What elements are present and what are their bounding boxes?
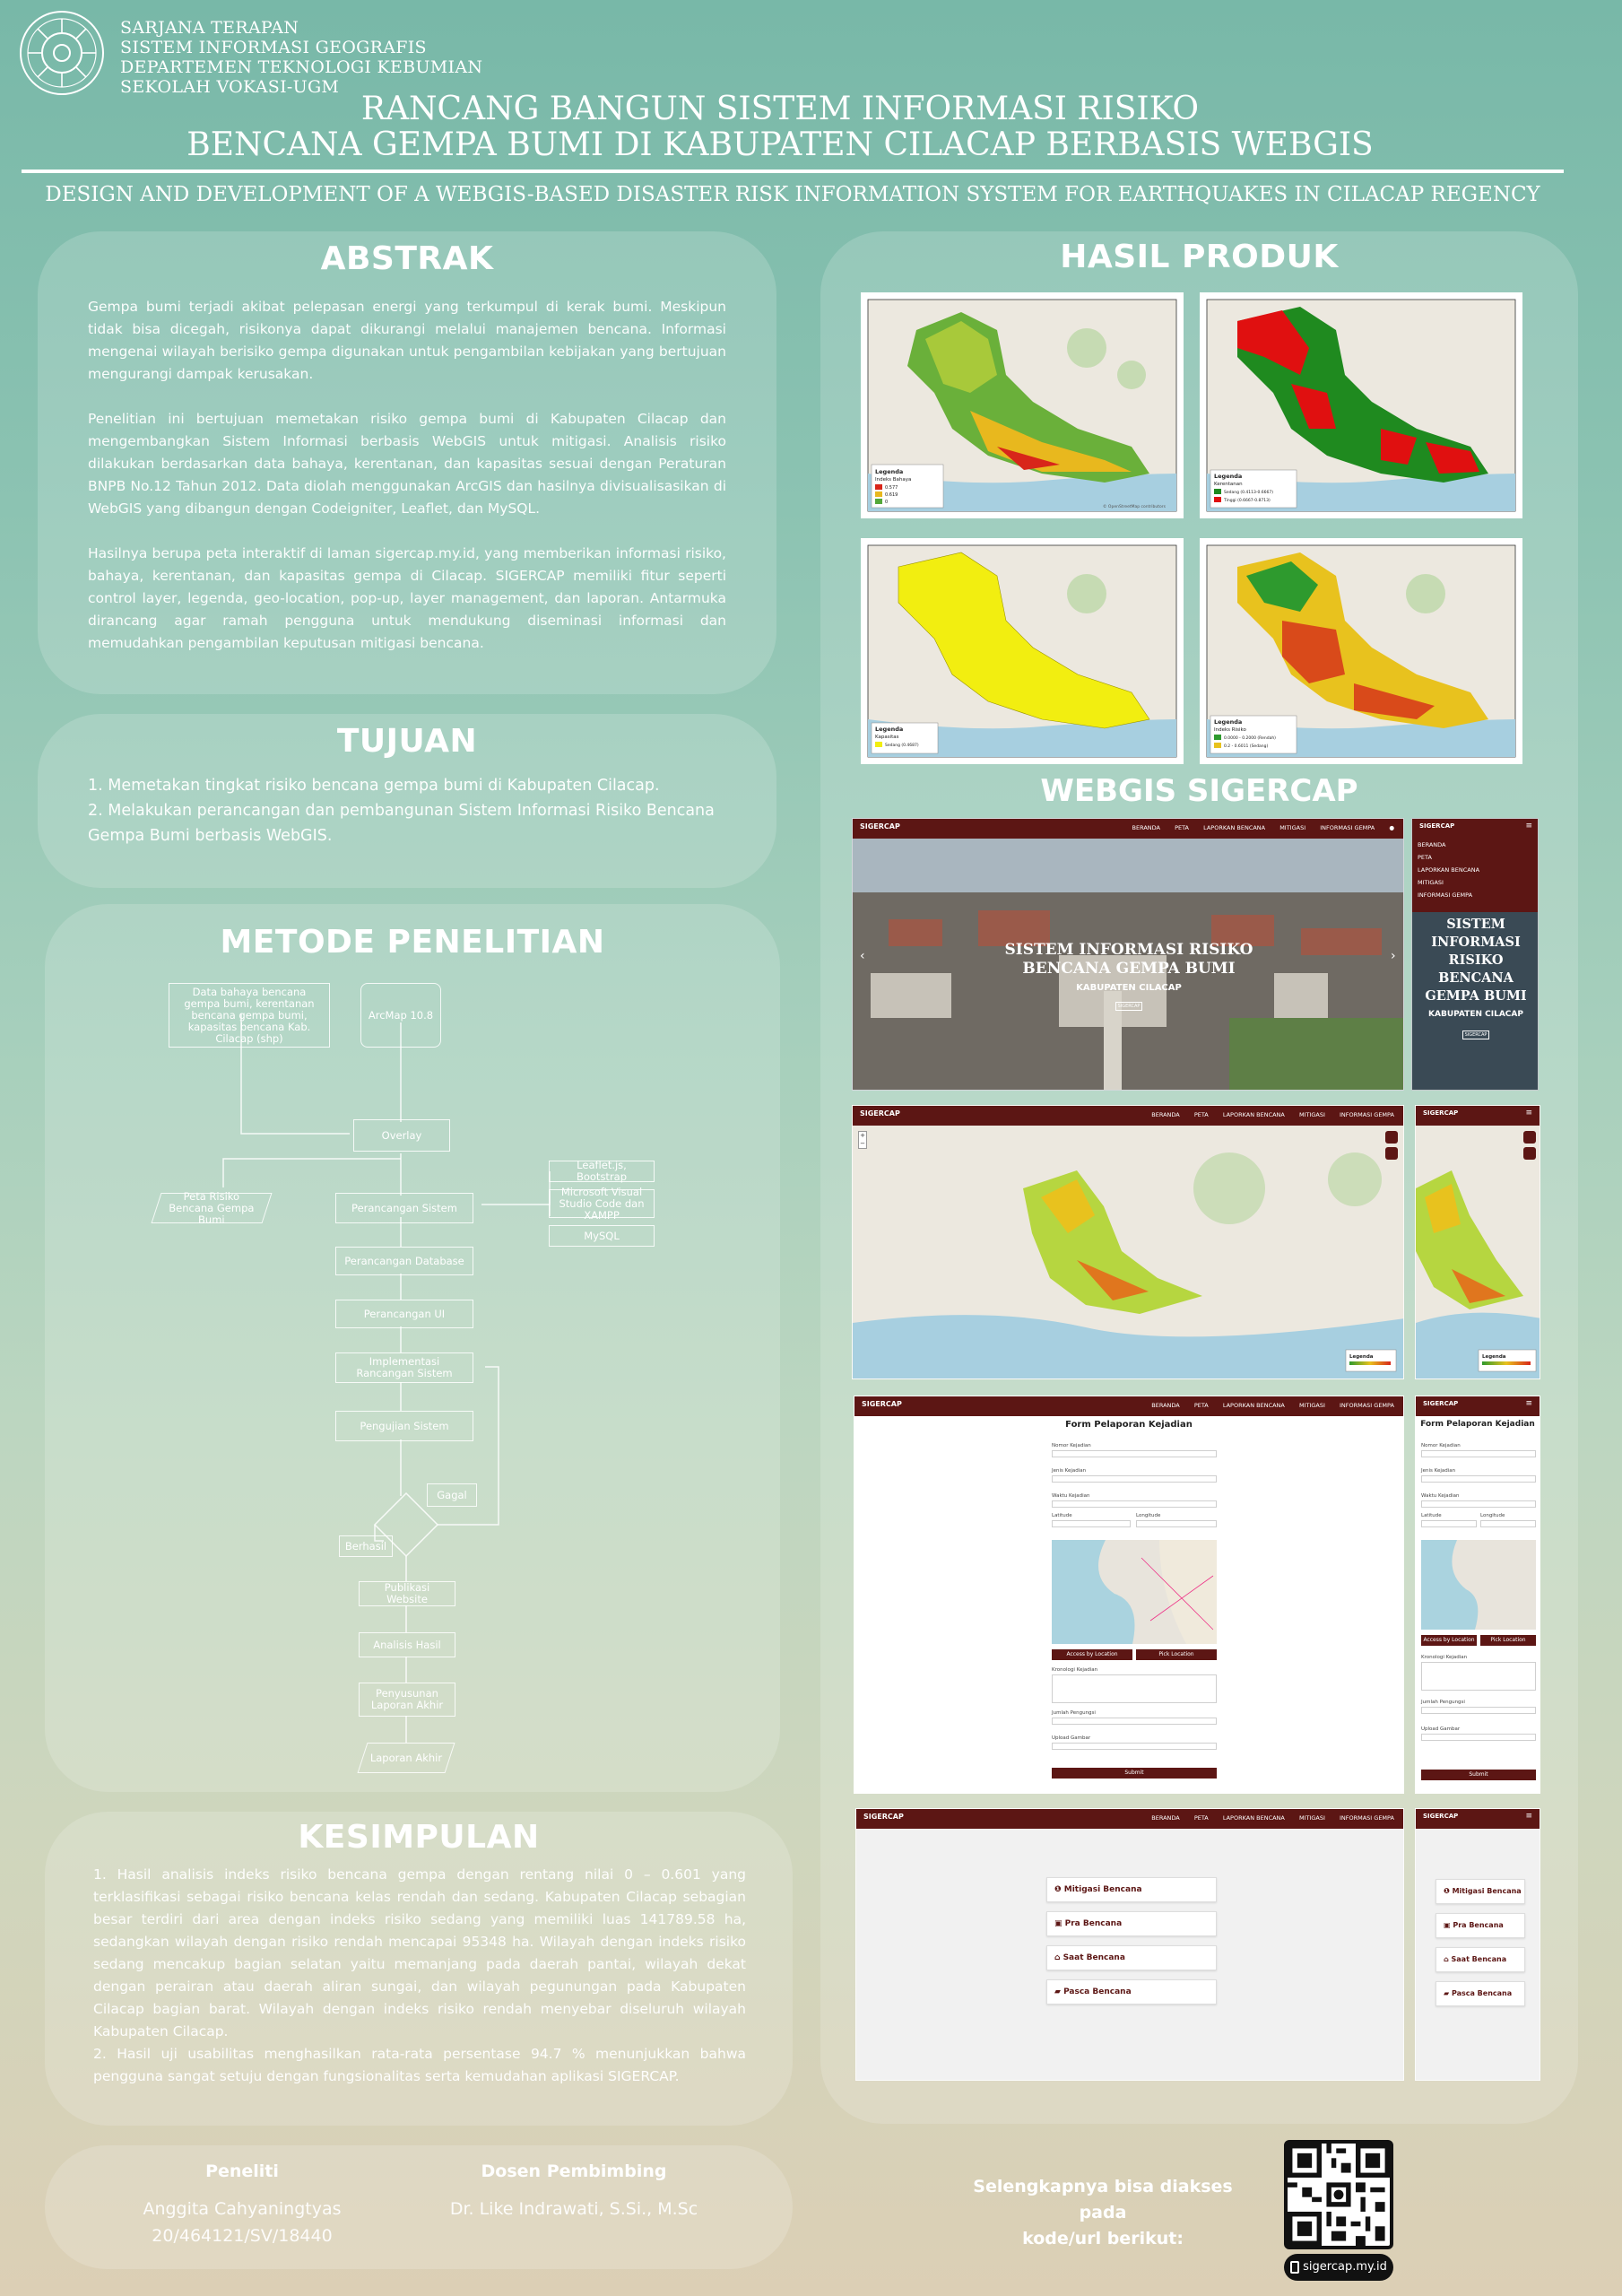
hero-button[interactable]: SIGERCAP xyxy=(1115,1002,1142,1011)
tujuan-item: 1. Memetakan tingkat risiko bencana gempa bumi di Kabupaten Cilacap. xyxy=(88,777,660,795)
nav-mitigasi[interactable]: MITIGASI xyxy=(1298,1814,1325,1822)
saat-label: Saat Bencana xyxy=(1451,1955,1507,1963)
input-jumlah[interactable] xyxy=(1052,1718,1217,1725)
abstrak-panel xyxy=(38,231,776,694)
abstrak-body xyxy=(88,296,726,677)
pra-item[interactable] xyxy=(1046,1911,1217,1936)
mobile-nav-informasi[interactable]: INFORMASI GEMPA xyxy=(1418,891,1473,899)
submit-button[interactable]: Submit xyxy=(1052,1768,1217,1779)
flow-perancangan-ui: Perancangan UI xyxy=(335,1300,473,1328)
poster-title xyxy=(0,91,1560,163)
kesimpulan-body xyxy=(93,1864,746,2088)
mitigasi-item[interactable] xyxy=(1046,1877,1217,1902)
nav-peta[interactable]: PETA xyxy=(1193,1402,1209,1409)
nav-beranda[interactable]: BERANDA xyxy=(1151,1111,1180,1118)
metode-panel xyxy=(45,904,780,1792)
shot-mobile-form xyxy=(1415,1396,1540,1794)
phone-icon xyxy=(1290,2261,1299,2274)
flow-perancangan-sistem: Perancangan Sistem xyxy=(335,1193,473,1223)
nav-laporkan[interactable]: LAPORKAN BENCANA xyxy=(1203,824,1266,831)
brand-logo[interactable]: SIGERCAP xyxy=(862,1400,902,1408)
nav-mitigasi[interactable]: MITIGASI xyxy=(1279,824,1306,831)
input-waktu[interactable] xyxy=(1052,1500,1217,1508)
institution-block xyxy=(120,18,482,97)
map-legend-entry: 0.2 - 0.6011 (Sedang) xyxy=(1224,744,1269,749)
input-jumlah[interactable] xyxy=(1421,1707,1536,1714)
hero-line-1: SISTEM INFORMASI RISIKO xyxy=(1004,941,1253,959)
nav-informasi[interactable]: INFORMASI GEMPA xyxy=(1339,1402,1394,1409)
label-kronologi: Kronologi Kejadian xyxy=(1052,1667,1098,1673)
map-legend-entry: Sedang (0.4113-0.6667) xyxy=(1224,491,1274,495)
truck-icon: ▰ xyxy=(1444,1989,1452,1997)
abstrak-paragraph: Gempa bumi terjadi akibat pelepasan energi yang terkumpul di kerak bumi. Meskipun tidak bisa dicegah, risikonya dapat dikurangi melalui manajemen bencana. Informasi mengenai wilayah berisiko gempa digunakan untuk pengambilan kebijakan yang bertujuan mengurangi dampak kerusakan. xyxy=(88,299,726,382)
navbar xyxy=(856,1809,1403,1829)
clipboard-icon: ▣ xyxy=(1054,1919,1065,1928)
input-nomor[interactable] xyxy=(1421,1450,1536,1457)
qr-url: sigercap.my.id xyxy=(1303,2260,1387,2274)
map-legend-title: Legenda xyxy=(875,468,904,475)
mitigasi-label: Mitigasi Bencana xyxy=(1063,1885,1142,1894)
location-icon[interactable] xyxy=(1523,1147,1536,1160)
input-waktu[interactable] xyxy=(1421,1500,1536,1508)
hamburger-icon[interactable]: ≡ xyxy=(1525,822,1532,831)
location-icon[interactable] xyxy=(1385,1147,1398,1160)
label-jumlah: Jumlah Pengungsi xyxy=(1421,1700,1465,1705)
flow-pengujian: Pengujian Sistem xyxy=(335,1411,473,1441)
input-kronologi[interactable] xyxy=(1421,1662,1536,1691)
map-kapasitas xyxy=(861,538,1184,764)
kesimpulan-panel xyxy=(45,1812,793,2126)
flow-vscode: Microsoft Visual Studio Code dan XAMPP xyxy=(549,1189,655,1218)
map-legend-sub: Kerentanan xyxy=(1214,482,1243,487)
map-legend-sub: Kapasitas xyxy=(875,735,899,740)
layers-icon[interactable] xyxy=(1385,1131,1398,1144)
kesimpulan-item: 1. Hasil analisis indeks risiko bencana gempa dengan rentang nilai 0 – 0.601 yang terklasifikasi sebagai risiko bencana kelas rendah dan sedang. Kabupaten Cilacap sebagian besar terdiri dari area dengan indeks risiko sedang yang memiliki luas 141789.58 ha, sedangkan wilayah dengan risiko rendah mencapai 95348 ha. Wilayah dengan indeks risiko sedang mencakup bagian selatan yaitu memanjang pada daerah pantai, wilayah dekat dengan perairan atau daerah aliran sungai, dan wilayah pegunungan pada Kabupaten Cilacap bagian barat. Wilayah dengan indeks risiko rendah menyebar diseluruh wilayah Kabupaten Cilacap. xyxy=(93,1866,746,2039)
mobile-webmap-legend-title: Legenda xyxy=(1482,1354,1506,1360)
abstrak-paragraph: Penelitian ini bertujuan memetakan risiko gempa bumi di Kabupaten Cilacap dan mengembangkan Sistem Informasi berbasis WebGIS untuk mitigasi. Analisis risiko dilakukan berdasarkan data bahaya, kerentanan, dan kapasitas sesuai dengan Peraturan BNPB No.12 Tahun 2012. Data diolah menggunakan ArcGIS dan hasilnya divisualisasikan di WebGIS yang dibangun dengan Codeigniter, Leaflet, dan MySQL. xyxy=(88,411,726,517)
input-jenis[interactable] xyxy=(1421,1475,1536,1483)
nav-beranda[interactable]: BERANDA xyxy=(1151,1402,1180,1409)
mobile-nav-laporkan[interactable]: LAPORKAN BENCANA xyxy=(1418,866,1480,874)
map-legend-entry: 0.0000 - 0.2000 (Rendah) xyxy=(1224,736,1276,741)
brand-logo[interactable]: SIGERCAP xyxy=(860,822,900,831)
brand-logo[interactable]: SIGERCAP xyxy=(863,1813,904,1821)
credits-panel xyxy=(45,2145,793,2269)
nav-laporkan[interactable]: LAPORKAN BENCANA xyxy=(1222,1111,1285,1118)
label-upload: Upload Gambar xyxy=(1052,1735,1091,1741)
mobile-nav-peta[interactable]: PETA xyxy=(1418,854,1432,861)
access-location-button[interactable]: Access by Location xyxy=(1421,1635,1477,1646)
map-legend-sub: Indeks Bahaya xyxy=(875,477,912,483)
saat-item[interactable] xyxy=(1436,1947,1525,1972)
institution-line: SARJANA TERAPAN xyxy=(120,18,299,38)
navbar xyxy=(1416,1809,1540,1829)
nav-peta[interactable]: PETA xyxy=(1193,1111,1209,1118)
nav-menu xyxy=(1139,1111,1394,1118)
hamburger-icon[interactable]: ≡ xyxy=(1525,1812,1532,1821)
map-credit: © OpenStreetMap contributors xyxy=(1103,505,1166,509)
flow-overlay: Overlay xyxy=(353,1119,450,1152)
hero-line-3: KABUPATEN CILACAP xyxy=(1076,983,1182,993)
flow-peta-risiko-label: Peta Risiko Bencana Gempa Bumi xyxy=(169,1189,255,1226)
mobile-hero-button[interactable]: SIGERCAP xyxy=(1462,1031,1489,1039)
flow-laporan-akhir-label: Laporan Akhir xyxy=(369,1751,443,1764)
input-upload[interactable] xyxy=(1052,1743,1217,1750)
carousel-prev-icon[interactable]: ‹ xyxy=(860,949,865,963)
input-longitude[interactable] xyxy=(1136,1520,1217,1527)
shot-desktop-map xyxy=(852,1105,1404,1379)
label-jenis: Jenis Kejadian xyxy=(1052,1468,1087,1474)
nav-laporkan[interactable]: LAPORKAN BENCANA xyxy=(1222,1402,1285,1409)
info-icon: ❶ xyxy=(1444,1887,1453,1895)
carousel-next-icon[interactable]: › xyxy=(1391,949,1396,963)
map-risiko xyxy=(1200,538,1522,764)
hasil-heading: HASIL PRODUK xyxy=(1060,239,1339,275)
label-longitude: Longitude xyxy=(1480,1513,1505,1518)
nav-menu xyxy=(1139,1402,1394,1409)
abstrak-paragraph: Hasilnya berupa peta interaktif di laman sigercap.my.id, yang memberikan informasi risiko, bahaya, kerentanan, dan kapasitas gempa di Cilacap. SIGERCAP memiliki fitur seperti control layer, legenda, geo-location, pop-up, layer management, dan laporan. Antarmuka dirancang agar ramah pengguna untuk mendukung diseminasi informasi dan memudahkan pengambilan keputusan mitigasi bencana. xyxy=(88,545,726,651)
flow-berhasil: Berhasil xyxy=(339,1535,393,1557)
user-icon[interactable]: ● xyxy=(1389,824,1394,831)
pra-item[interactable] xyxy=(1436,1913,1525,1938)
label-waktu: Waktu Kejadian xyxy=(1421,1493,1460,1499)
title-line-2: BENCANA GEMPA BUMI DI KABUPATEN CILACAP BERBASIS WEBGIS xyxy=(186,126,1374,163)
label-waktu: Waktu Kejadian xyxy=(1052,1493,1090,1499)
mobile-nav-mitigasi[interactable]: MITIGASI xyxy=(1418,879,1444,886)
pick-location-button[interactable]: Pick Location xyxy=(1136,1649,1217,1660)
mobile-webmap[interactable] xyxy=(1416,1126,1540,1379)
label-nomor: Nomor Kejadian xyxy=(1052,1443,1091,1448)
map-legend-entry: 0 xyxy=(885,500,889,505)
access-location-button[interactable]: Access by Location xyxy=(1052,1649,1132,1660)
shot-desktop-mitigasi xyxy=(855,1808,1404,2081)
mobile-hero-title xyxy=(1412,916,1539,1023)
truck-icon: ▰ xyxy=(1054,1987,1064,1996)
kesimpulan-heading: KESIMPULAN xyxy=(298,1819,540,1856)
flow-analisis: Analisis Hasil xyxy=(359,1632,455,1657)
nav-informasi[interactable]: INFORMASI GEMPA xyxy=(1320,824,1375,831)
shot-mobile-home xyxy=(1411,818,1539,1091)
pasca-item[interactable] xyxy=(1046,1979,1217,2005)
nav-informasi[interactable]: INFORMASI GEMPA xyxy=(1339,1814,1394,1822)
input-upload[interactable] xyxy=(1421,1734,1536,1741)
qr-url-pill[interactable] xyxy=(1284,2254,1393,2281)
dosen-label: Dosen Pembimbing xyxy=(481,2161,667,2181)
label-latitude: Latitude xyxy=(1421,1513,1442,1518)
hamburger-icon[interactable]: ≡ xyxy=(1525,1399,1532,1408)
hamburger-icon[interactable]: ≡ xyxy=(1525,1109,1532,1118)
map-legend-title: Legenda xyxy=(1214,718,1243,726)
shot-mobile-mitigasi xyxy=(1415,1808,1540,2081)
form-title: Form Pelaporan Kejadian xyxy=(1065,1420,1193,1430)
brand-logo[interactable]: SIGERCAP xyxy=(1423,1400,1459,1407)
map-legend-entry: 0.577 xyxy=(885,485,898,491)
nav-beranda[interactable]: BERANDA xyxy=(1151,1814,1180,1822)
mobile-menu xyxy=(1412,819,1539,912)
nav-peta[interactable]: PETA xyxy=(1175,824,1190,831)
dosen-name: Dr. Like Indrawati, S.Si., M.Sc xyxy=(449,2199,698,2219)
zoom-control[interactable]: + − xyxy=(858,1131,867,1149)
nav-laporkan[interactable]: LAPORKAN BENCANA xyxy=(1222,1814,1285,1822)
flow-arcmap: ArcMap 10.8 xyxy=(360,983,441,1048)
form-map[interactable] xyxy=(1421,1540,1536,1630)
input-latitude[interactable] xyxy=(1421,1520,1477,1527)
saat-label: Saat Bencana xyxy=(1063,1953,1125,1962)
brand-logo[interactable]: SIGERCAP xyxy=(1419,822,1455,830)
map-legend-title: Legenda xyxy=(875,726,904,733)
flow-perancangan-database: Perancangan Database xyxy=(335,1247,473,1275)
nav-peta[interactable]: PETA xyxy=(1193,1814,1209,1822)
poster-subtitle: DESIGN AND DEVELOPMENT OF A WEBGIS-BASED DISASTER RISK INFORMATION SYSTEM FOR EARTHQUAKES IN CILACAP REGENCY xyxy=(45,183,1540,206)
access-line-1: Selengkapnya bisa diakses pada xyxy=(973,2177,1233,2222)
map-legend-entry: 0.619 xyxy=(885,492,898,498)
mobile-hero-line: RISIKO xyxy=(1448,952,1504,968)
abstrak-heading: ABSTRAK xyxy=(320,240,494,277)
flow-gagal: Gagal xyxy=(427,1483,477,1507)
pasca-label: Pasca Bencana xyxy=(1451,1989,1513,1997)
flow-mysql: MySQL xyxy=(549,1225,655,1247)
pasca-label: Pasca Bencana xyxy=(1063,1987,1132,1996)
nav-informasi[interactable]: INFORMASI GEMPA xyxy=(1339,1111,1394,1118)
home-icon: ⌂ xyxy=(1444,1955,1452,1963)
flow-leaflet: Leaflet.js, Bootstrap xyxy=(549,1161,655,1182)
institution-line: DEPARTEMEN TEKNOLOGI KEBUMIAN xyxy=(120,57,483,77)
access-line-2: kode/url berikut: xyxy=(1022,2229,1184,2248)
home-icon: ⌂ xyxy=(1054,1953,1063,1962)
mobile-nav-list xyxy=(1412,839,1485,901)
mobile-nav-beranda[interactable]: BERANDA xyxy=(1418,841,1446,848)
info-icon: ❶ xyxy=(1054,1885,1064,1894)
shot-desktop-home xyxy=(852,818,1404,1091)
tujuan-heading: TUJUAN xyxy=(336,723,478,760)
navbar xyxy=(853,1106,1403,1126)
title-divider xyxy=(22,170,1564,173)
map-legend-sub: Indeks Risiko xyxy=(1214,727,1246,733)
map-legend-title: Legenda xyxy=(1214,473,1243,480)
brand-logo[interactable]: SIGERCAP xyxy=(860,1109,900,1118)
pra-label: Pra Bencana xyxy=(1064,1919,1123,1928)
label-jumlah: Jumlah Pengungsi xyxy=(1052,1710,1096,1716)
nav-menu xyxy=(1120,824,1394,831)
map-bahaya xyxy=(861,292,1184,518)
navbar xyxy=(1416,1396,1540,1416)
map-legend-entry: Sedang (0.4687) xyxy=(885,744,919,748)
form-title: Form Pelaporan Kejadian xyxy=(1420,1420,1535,1429)
pra-label: Pra Bencana xyxy=(1453,1921,1504,1929)
input-longitude[interactable] xyxy=(1480,1520,1536,1527)
mitigasi-label: Mitigasi Bencana xyxy=(1452,1887,1522,1895)
mobile-hero-line: BENCANA xyxy=(1438,970,1514,986)
mobile-hero-line: SISTEM xyxy=(1446,917,1505,932)
peneliti-name: Anggita Cahyaningtyas xyxy=(143,2199,342,2219)
webmap[interactable] xyxy=(853,1126,1404,1379)
nav-menu xyxy=(1139,1814,1394,1822)
tujuan-body xyxy=(88,773,733,848)
flow-penyusunan: Penyusunan Laporan Akhir xyxy=(359,1683,455,1717)
flow-publikasi: Publikasi Website xyxy=(359,1581,455,1606)
access-text xyxy=(950,2174,1255,2252)
navbar xyxy=(853,819,1403,839)
peneliti-id: 20/464121/SV/18440 xyxy=(152,2226,333,2246)
nav-mitigasi[interactable]: MITIGASI xyxy=(1298,1111,1325,1118)
navbar xyxy=(1416,1106,1540,1126)
clipboard-icon: ▣ xyxy=(1444,1921,1453,1929)
label-upload: Upload Gambar xyxy=(1421,1726,1461,1732)
nav-mitigasi[interactable]: MITIGASI xyxy=(1298,1402,1325,1409)
tujuan-panel xyxy=(38,714,776,888)
label-kronologi: Kronologi Kejadian xyxy=(1421,1655,1468,1660)
mitigasi-item[interactable] xyxy=(1436,1879,1525,1904)
navbar xyxy=(854,1396,1403,1416)
brand-logo[interactable]: SIGERCAP xyxy=(1423,1813,1459,1820)
shot-mobile-map xyxy=(1415,1105,1540,1379)
ugm-logo xyxy=(18,9,106,97)
kesimpulan-item: 2. Hasil uji usabilitas menghasilkan rata-rata persentase 94.7 % menunjukkan bahwa pengguna sangat setuju dengan fungsionalitas serta kemudahan aplikasi SIGERCAP. xyxy=(93,2046,746,2084)
flow-laporan-akhir xyxy=(357,1743,455,1773)
label-jenis: Jenis Kejadian xyxy=(1421,1468,1456,1474)
brand-logo[interactable]: SIGERCAP xyxy=(1423,1109,1459,1117)
webmap-legend-title: Legenda xyxy=(1349,1354,1374,1360)
map-legend-entry: Tinggi (0.6667-0.8713) xyxy=(1224,499,1271,503)
pasca-item[interactable] xyxy=(1436,1981,1525,2006)
qr-code[interactable] xyxy=(1284,2140,1393,2249)
flow-peta-risiko xyxy=(151,1189,272,1226)
flow-implementasi: Implementasi Rancangan Sistem xyxy=(335,1352,473,1383)
pick-location-button[interactable]: Pick Location xyxy=(1480,1635,1536,1646)
title-line-1: RANCANG BANGUN SISTEM INFORMASI RISIKO xyxy=(360,91,1200,127)
nav-beranda[interactable]: BERANDA xyxy=(1132,824,1160,831)
form-map[interactable] xyxy=(1052,1540,1217,1644)
shot-desktop-form xyxy=(854,1396,1404,1794)
label-nomor: Nomor Kejadian xyxy=(1421,1443,1461,1448)
mobile-hero-sub: KABUPATEN CILACAP xyxy=(1428,1010,1523,1019)
tujuan-item: 2. Melakukan perancangan dan pembangunan Sistem Informasi Risiko Bencana Gempa Bumi berbasis WebGIS. xyxy=(88,802,715,845)
institution-line: SEKOLAH VOKASI-UGM xyxy=(120,77,340,97)
peneliti-label: Peneliti xyxy=(205,2161,279,2181)
webgis-heading: WEBGIS SIGERCAP xyxy=(1040,773,1358,809)
input-nomor[interactable] xyxy=(1052,1450,1217,1457)
saat-item[interactable] xyxy=(1046,1945,1217,1970)
hero-title xyxy=(853,941,1404,997)
institution-line: SISTEM INFORMASI GEOGRAFIS xyxy=(120,38,427,57)
mobile-hero-line: INFORMASI xyxy=(1431,935,1521,950)
map-kerentanan xyxy=(1200,292,1522,518)
hero-line-2: BENCANA GEMPA BUMI xyxy=(1022,960,1236,978)
label-latitude: Latitude xyxy=(1052,1513,1072,1518)
input-kronologi[interactable] xyxy=(1052,1674,1217,1703)
input-latitude[interactable] xyxy=(1052,1520,1131,1527)
mobile-hero-line: GEMPA BUMI xyxy=(1425,988,1527,1004)
submit-button[interactable]: Submit xyxy=(1421,1770,1536,1780)
layers-icon[interactable] xyxy=(1523,1131,1536,1144)
flow-data-input: Data bahaya bencana gempa bumi, kerentanan bencana gempa bumi, kapasitas bencana Kab. Cilacap (shp) xyxy=(169,983,330,1048)
input-jenis[interactable] xyxy=(1052,1475,1217,1483)
label-longitude: Longitude xyxy=(1136,1513,1161,1518)
metode-heading: METODE PENELITIAN xyxy=(220,924,605,961)
